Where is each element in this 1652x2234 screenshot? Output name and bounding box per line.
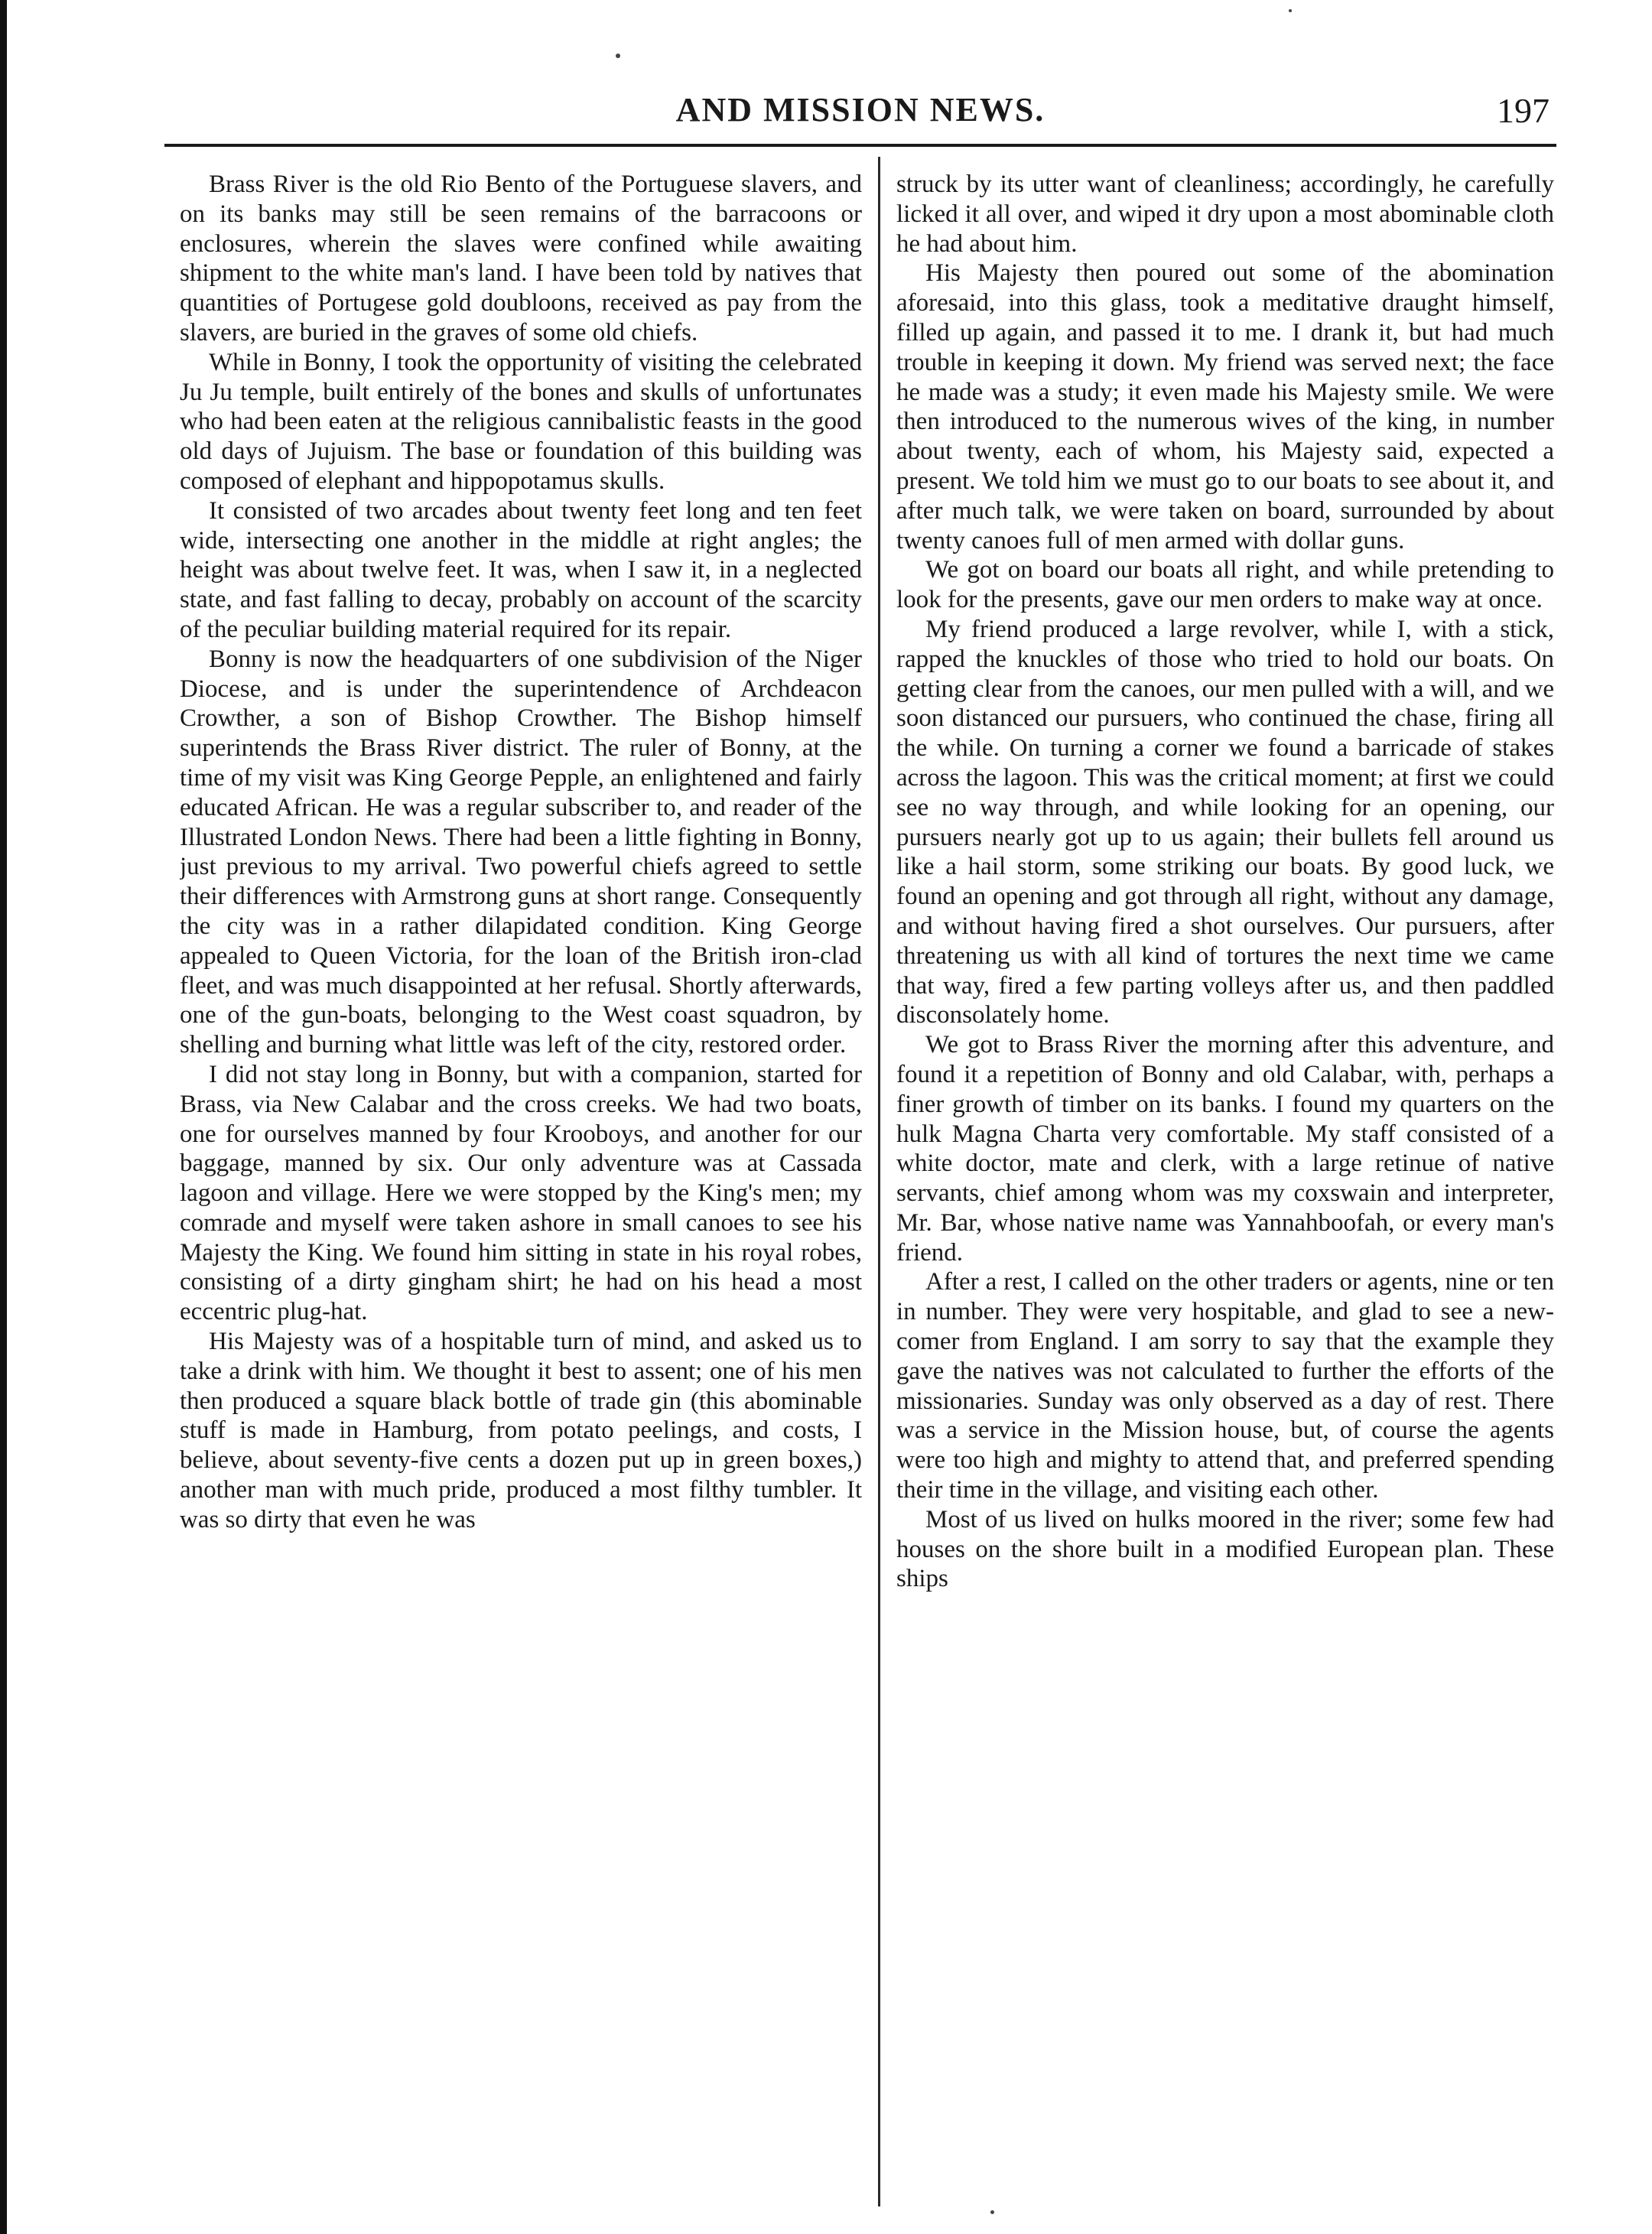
running-header xyxy=(168,90,1553,144)
paragraph: My friend produced a large revolver, while I, with a stick, rapped the knuckles of those who tried to hold our boats. On getting clear from the canoes, our men pulled with a will, and we soon distanced our pursuers, who continued the chase, firing all the while. On turning a corner we found a barricade of stakes across the lagoon. This was the critical moment; at first we could see no way through, and while looking for an opening, our pursuers nearly got up to us again; their bullets fell around us like a hail storm, some striking our boats. By good luck, we found an opening and got through all right, without any damage, and without having fired a shot ourselves. Our pursuers, after threatening us with all kind of tortures the next time we came that way, fired a few parting volleys after us, and then paddled disconsolately home. xyxy=(896,615,1554,1029)
page-number: 197 xyxy=(1497,91,1550,130)
scan-speck xyxy=(990,2210,994,2214)
left-column xyxy=(180,170,862,2204)
right-column xyxy=(896,170,1554,2204)
running-title: AND MISSION NEWS. xyxy=(675,91,1046,128)
scan-speck xyxy=(1289,9,1292,12)
paragraph: Most of us lived on hulks moored in the river; some few had houses on the shore built in a modified European plan. These ships xyxy=(896,1505,1554,1593)
paragraph: I did not stay long in Bonny, but with a companion, started for Brass, via New Calabar and the cross creeks. We had two boats, one for ourselves manned by four Krooboys, and another for our baggage, manned by six. Our only adventure was at Cassada lagoon and village. Here we were stopped by the King's men; my comrade and myself were taken ashore in small canoes to see his Majesty the King. We found him sitting in state in his royal robes, consisting of a dirty gingham shirt; he had on his head a most eccentric plug-hat. xyxy=(180,1060,862,1326)
paragraph: We got on board our boats all right, and while pretending to look for the presents, gave our men orders to make way at once. xyxy=(896,556,1554,614)
column-divider xyxy=(878,157,880,2206)
scan-speck xyxy=(616,54,620,58)
paragraph: Brass River is the old Rio Bento of the Portuguese slavers, and on its banks may still be seen remains of the barracoons or enclosures, wherein the slaves were confined while awaiting shipment to the white man's land. I have been told by natives that quantities of Portugese gold doubloons, received as pay from the slavers, are buried in the graves of some old chiefs. xyxy=(180,171,862,346)
paragraph: Bonny is now the headquarters of one subdivision of the Niger Diocese, and is under the superintendence of Archdeacon Crowther, a son of Bishop Crowther. The Bishop himself superintends the Brass River district. The ruler of Bonny, at the time of my visit was King George Pepple, an enlightened and fairly educated African. He was a regular subscriber to, and reader of the Illustrated London News. There had been a little fighting in Bonny, just previous to my arrival. Two powerful chiefs agreed to settle their differences with Armstrong guns at short range. Consequently the city was in a rather dilapidated condition. King George appealed to Queen Victoria, for the loan of the British iron-clad fleet, and was much disappointed at her refusal. Shortly afterwards, one of the gun-boats, belonging to the West coast squadron, by shelling and burning what little was left of the city, restored order. xyxy=(180,645,862,1059)
paragraph: His Majesty then poured out some of the abomination aforesaid, into this glass, took a meditative draught himself, filled up again, and passed it to me. I drank it, but had much trouble in keeping it down. My friend was served next; the face he made was a study; it even made his Majesty smile. We were then introduced to the numerous wives of the king, in number about twenty, each of whom, his Majesty said, expected a present. We told him we must go to our boats to see about it, and after much talk, we were taken on board, surrounded by about twenty canoes full of men armed with dollar guns. xyxy=(896,259,1554,554)
paragraph: We got to Brass River the morning after this adventure, and found it a repetition of Bonny and old Calabar, with, perhaps a finer growth of timber on its banks. I found my quarters on the hulk Magna Charta very comfortable. My staff consisted of a white doctor, mate and clerk, with a large retinue of native servants, chief among whom was my coxswain and interpreter, Mr. Bar, whose native name was Yannahboofah, or every man's friend. xyxy=(896,1031,1554,1267)
paragraph-continued: struck by its utter want of cleanliness; accordingly, he carefully licked it all over, and wiped it dry upon a most abominable cloth he had about him. xyxy=(896,171,1554,258)
scan-edge-border xyxy=(0,0,7,2234)
paragraph: His Majesty was of a hospitable turn of mind, and asked us to take a drink with him. We thought it best to assent; one of his men then produced a square black bottle of trade gin (this abominable stuff is made in Hamburg, from potato peelings, and costs, I believe, about seventy-five cents a dozen put up in green boxes,) another man with much pride, produced a most filthy tumbler. It was so dirty that even he was xyxy=(180,1328,862,1533)
header-rule xyxy=(164,144,1556,147)
paragraph: After a rest, I called on the other traders or agents, nine or ten in number. They were very hospitable, and glad to see a new-comer from England. I am sorry to say that the example they gave the natives was not calculated to further the efforts of the missionaries. Sunday was only observed as a day of rest. There was a service in the Mission house, but, of course the agents were too high and mighty to attend that, and preferred spending their time in the village, and visiting each other. xyxy=(896,1268,1554,1504)
paragraph: It consisted of two arcades about twenty feet long and ten feet wide, intersecting one another in the middle at right angles; the height was about twelve feet. It was, when I saw it, in a neglected state, and fast falling to decay, probably on account of the scarcity of the peculiar building material required for its repair. xyxy=(180,496,862,643)
paragraph: While in Bonny, I took the opportunity of visiting the celebrated Ju Ju temple, built entirely of the bones and skulls of unfortunates who had been eaten at the religious cannibalistic feasts in the good old days of Jujuism. The base or foundation of this building was composed of elephant and hippopotamus skulls. xyxy=(180,348,862,495)
